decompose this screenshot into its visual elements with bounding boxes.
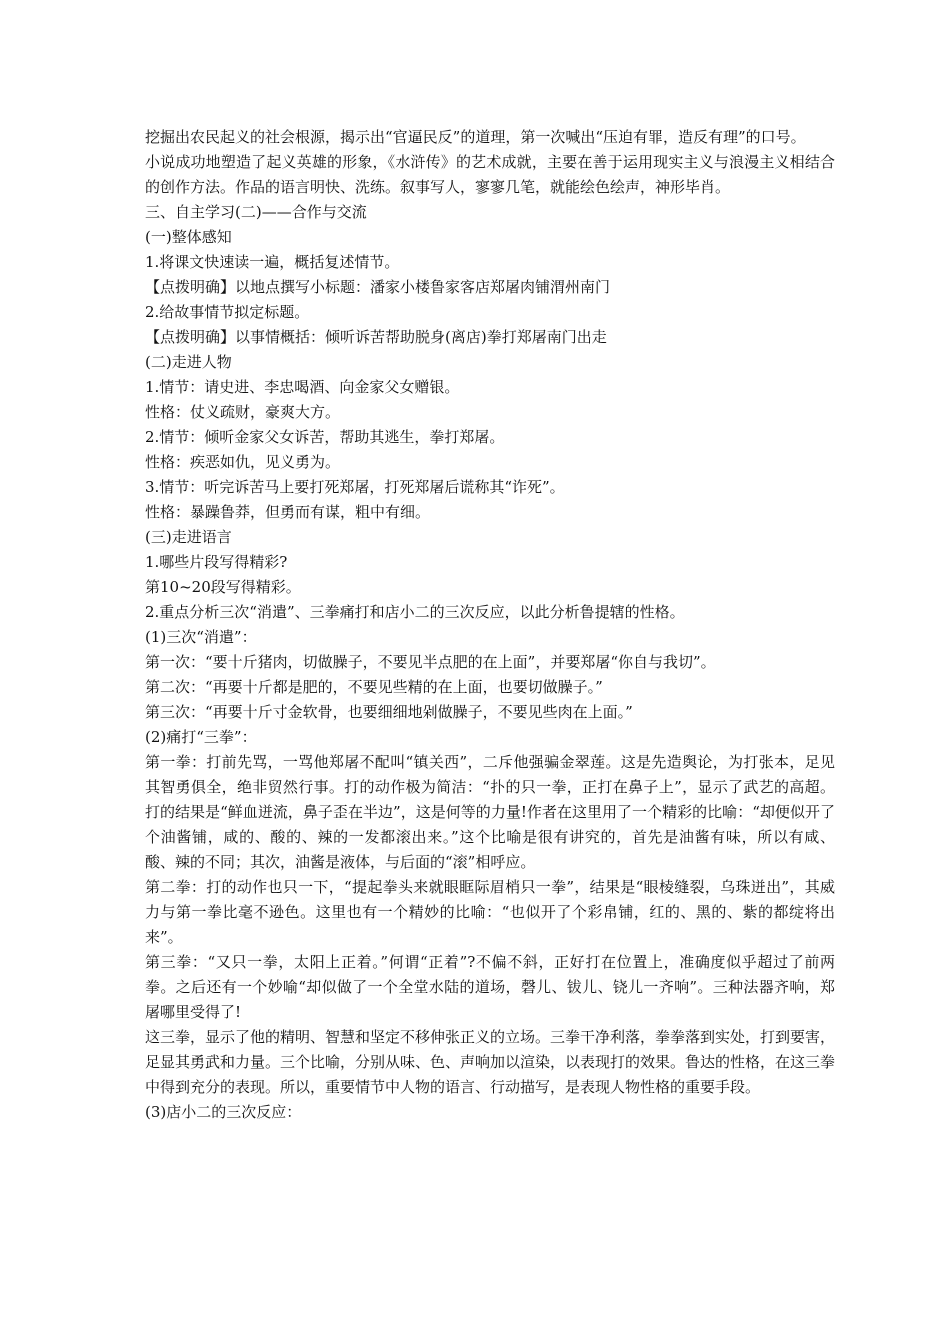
paragraph: 第二拳：打的动作也只一下，“提起拳头来就眼眶际眉梢只一拳”，结果是“眼棱缝裂，乌珠迸出”，其威力与第一拳比毫不逊色。这里也有一个精妙的比喻：“也似开了个彩帛铺，红的、黑的、紫的都绽将出来”。 [145, 878, 835, 946]
paragraph: 第二次：“再要十斤都是肥的，不要见些精的在上面，也要切做臊子。” [145, 678, 603, 696]
paragraph: (1)三次“消遣”： [145, 628, 257, 646]
paragraph: 性格：仗义疏财，豪爽大方。 [145, 403, 341, 421]
paragraph: 第10~20段写得精彩。 [145, 578, 301, 596]
paragraph: 2.情节：倾听金家父女诉苦，帮助其逃生，拳打郑屠。 [145, 428, 505, 446]
paragraph: 第一拳：打前先骂，一骂他郑屠不配叫“镇关西”，二斥他强骗金翠莲。这是先造舆论，为打张本，足见其智勇俱全，绝非贸然行事。打的动作极为简洁：“扑的只一拳，正打在鼻子上”，显示了武艺的高超。打的结果是“鲜血迸流，鼻子歪在半边”，这是何等的力量!作者在这里用了一个精彩的比喻：“却便似开了个油酱铺，咸的、酸的、辣的一发都滚出来。”这个比喻是很有讲究的，首先是油酱有味，所以有咸、酸、辣的不同；其次，油酱是液体，与后面的“滚”相呼应。 [145, 753, 835, 871]
paragraph: 2.重点分析三次“消遣”、三拳痛打和店小二的三次反应，以此分析鲁提辖的性格。 [145, 603, 685, 621]
paragraph: 第一次：“要十斤猪肉，切做臊子，不要见半点肥的在上面”，并要郑屠“你自与我切”。 [145, 653, 716, 671]
paragraph: 挖掘出农民起义的社会根源，揭示出“官逼民反”的道理，第一次喊出“压迫有罪，造反有理”的口号。 [145, 128, 806, 146]
paragraph: 1.将课文快速读一遍，概括复述情节。 [145, 253, 400, 271]
paragraph: 2.给故事情节拟定标题。 [145, 303, 310, 321]
paragraph: 第三拳：“又只一拳，太阳上正着。”何谓“正着”?不偏不斜，正好打在位置上，准确度似乎超过了前两拳。之后还有一个妙喻“却似做了一个全堂水陆的道场，磬儿、钹儿、铙儿一齐响”。三种法器齐响，郑屠哪里受得了! [145, 953, 835, 1021]
section-heading: 三、自主学习(二)——合作与交流 [145, 203, 367, 221]
paragraph: 第三次：“再要十斤寸金软骨，也要细细地剁做臊子，不要见些肉在上面。” [145, 703, 633, 721]
paragraph: 性格：疾恶如仇，见义勇为。 [145, 453, 341, 471]
paragraph: 这三拳，显示了他的精明、智慧和坚定不移伸张正义的立场。三拳干净利落，拳拳落到实处，打到要害，足显其勇武和力量。三个比喻，分别从味、色、声响加以渲染，以表现打的效果。鲁达的性格，在这三拳中得到充分的表现。所以，重要情节中人物的语言、行动描写，是表现人物性格的重要手段。 [145, 1028, 836, 1096]
paragraph: 3.情节：听完诉苦马上要打死郑屠，打死郑屠后谎称其“诈死”。 [145, 478, 565, 496]
subsection-heading: (二)走进人物 [145, 353, 232, 371]
paragraph: (2)痛打“三拳”： [145, 728, 257, 746]
paragraph: 【点拨明确】以地点撰写小标题：潘家小楼鲁家客店郑屠肉铺渭州南门 [145, 278, 611, 296]
paragraph: 1.哪些片段写得精彩? [145, 553, 288, 571]
document-page [145, 125, 835, 1125]
subsection-heading: (三)走进语言 [145, 528, 232, 546]
paragraph: 小说成功地塑造了起义英雄的形象，《水浒传》的艺术成就，主要在善于运用现实主义与浪漫主义相结合的创作方法。作品的语言明快、洗练。叙事写人，寥寥几笔，就能绘色绘声，神形毕肖。 [145, 153, 835, 196]
paragraph: 【点拨明确】以事情概括：倾听诉苦帮助脱身(离店)拳打郑屠南门出走 [145, 328, 607, 346]
paragraph: 1.情节：请史进、李忠喝酒、向金家父女赠银。 [145, 378, 460, 396]
paragraph: 性格：暴躁鲁莽，但勇而有谋，粗中有细。 [145, 503, 431, 521]
subsection-heading: (一)整体感知 [145, 228, 232, 246]
paragraph: (3)店小二的三次反应： [145, 1103, 302, 1121]
